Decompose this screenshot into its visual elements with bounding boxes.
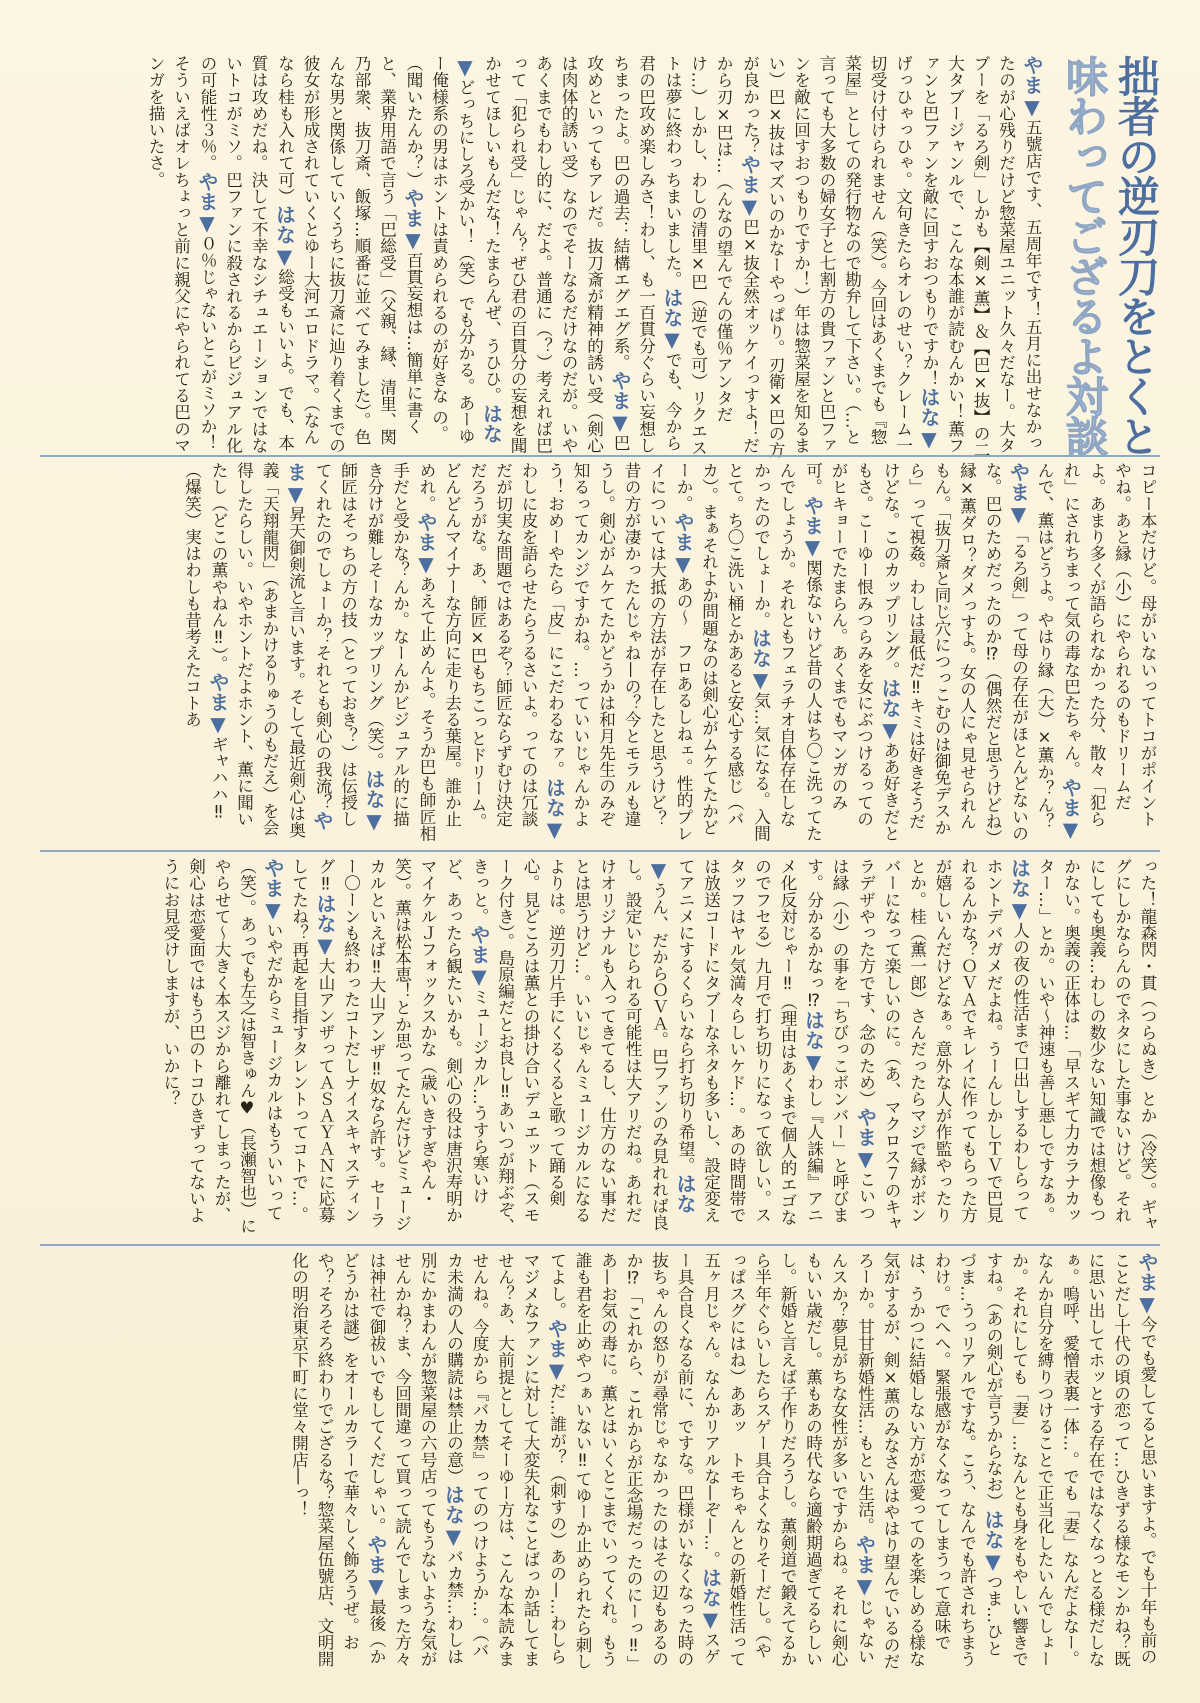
speaker-label: やま▼ xyxy=(364,1534,388,1599)
dialogue-text xyxy=(50,55,1045,460)
title-line-2: 味わってござるよ対談 xyxy=(1060,55,1109,455)
speech-text: だ…誰が？（刺すの）あの—…わしらマジメなファンに対して大変失礼なことばっか話してません？あ、大前提としてそーゆー方は、こんな本読みませんね。今度から『バカ禁』ってのつけようか…。（バカ未満の人の購読は禁止の意） xyxy=(444,1252,567,1667)
speaker-label: やま▼ xyxy=(852,1534,877,1599)
speaker-label: はな▼ xyxy=(313,893,337,958)
speech-text: 惣菜屋伍號店、文明開化の明治東京下町に堂々開店―っ！ xyxy=(289,1252,334,1667)
speaker-label: はな▼ xyxy=(272,204,297,269)
speaker-label: やま▼ xyxy=(1135,1252,1159,1316)
speech-text: じゃないんスか？夢見がちな女性が多いですからね。それに剣心もいい歳だし。薫もあの時代なら適齢期過ぎてるらしいし。新婚と言えば子作りだろうし。薫剣道で鍛えてるから半年ぐらいしたらスゲー具合よくなりそーだし。（やっぱスグにはね）ああッ トモちゃんとの新婚性活って五ヶ月じゃん。なんかリアルな—ぞ—…。 xyxy=(701,1252,875,1667)
speech-text: ミュージカル…うすら寒いけど、あったら観たいかも。剣心の役は唐沢寿明かマイケルＪフォックスかな（歳いきすぎやん・笑）。薫は松本恵！とか思ってたんだけどミュージカルといえば‼大山アンザ‼奴なら許す。セーラー〇ーンも終わったコトだしナイスキャスティング‼ xyxy=(316,858,489,1232)
speech-text: 大山アンザってＡＳＡＹＡＮに応募してたね？再起を目指すタレントってコトで…。 xyxy=(289,858,335,1224)
speech-text: ギャハハ‼（爆笑）実はわしも昔考えたコトあ xyxy=(182,462,228,822)
speech-text: ０％じゃないとこがミソか！そういえばオレちょっと前に親父にやられてる巴のマンガを描いたさ。 xyxy=(146,55,217,454)
speech-text: 最後（かどうかは謎）をオールカラーで華々しく飾ろうぜ。おや？そろそろ終わりでござるな？ xyxy=(315,1252,386,1665)
dialogue-text xyxy=(50,858,1160,1236)
tier-divider xyxy=(40,1244,1160,1246)
speech-text: バカ禁…わしは別にかまわんが惣菜屋の六号店ってもうないような気がせんかね？ま、今回間違って買って読んでしまった方々は神社で御祓いでもしてくだしゃい。 xyxy=(367,1252,464,1667)
speech-text: んで、薫はどうよ。やはり縁（大）×薫か？ん？ xyxy=(1035,462,1054,830)
speaker-label: やま▼ xyxy=(1020,55,1044,119)
speaker-label: やま▼ xyxy=(853,1107,878,1171)
speech-text: どっちにしろ受かい！（笑）でも分かる。あーゆー俺様系の男はホントは責められるのが好きな の。（聞いたんか？） xyxy=(404,55,475,445)
speech-text: あえて止めんよ。そうか巴も師匠相手だと受かな？んか。なーんかビジュアル的に描き分けが難しそーなカップリング（笑）。 xyxy=(365,462,436,842)
speech-text: つま…ひとづま…うっリアルですな。こう、なんでも許されちまうわけ。でへへ。緊張感がなくなってしまうって意味では、うかつに結婚しない方が恋愛ってのを楽しめる様な気がするが、剣×薫のみなさんはやはり望んでいるのだろーか。甘甘新婚性活…もとい生活。 xyxy=(855,1252,1003,1670)
speaker-label: やま▼ xyxy=(1058,777,1083,842)
speech-text: 人の夜の性活まで口出しするわしらってホントデバガメだよね。うーんしかしＴＶで巴見れるんかな？ＯＶＡでキレイに作ってもらった方が嬉しいんだけどなぁ。意外な人が作監やったりとか。桂（薫一郎）さんだったらマジで縁がボンバーになって楽しいのに。（あ、マクロス７のキャラデザやった方です、念のため） xyxy=(856,858,1030,1232)
speech-text: あの〜 フロあるしねェ。性的プレイについては大抵の方法が存在したと思うけど？昔の方が凄かったんじゃね—の？今とモラルも違うし。剣心がムケてたかどうかは和月先生のみぞ知るってカンジですかね。…っていいじゃんかよう！おめーやたら「皮」にこだわるなァ。 xyxy=(545,462,693,842)
speaker-label: はな▼ xyxy=(698,1567,723,1632)
speaker-label: はな▼ xyxy=(542,777,567,842)
title-line-1: 拙者の逆刃刀をとくと xyxy=(1112,55,1161,455)
speaker-label: やま▼ xyxy=(1006,462,1031,526)
speaker-label: やま▼ xyxy=(544,1318,569,1383)
speaker-label: はな▼ xyxy=(748,628,773,692)
speaker-label: やま▼ xyxy=(671,511,695,576)
speaker-label: はな▼ xyxy=(981,1509,1005,1574)
speaker-label: やま▼ xyxy=(195,171,219,236)
speaker-label: はな▼ xyxy=(646,858,697,1214)
speech-text: 巴攻めといってもアレだ。抜刀斎が精神的誘い受（剣心は肉体的誘い受）なのでそーなるだけなのだが。いやあくまでもわし的に、だよ。普通に（？）考えれば巴って「犯られ受」じゃん？ぜひ君の百貫分の妄想を聞かせてほしいもんだな！たまらんぜ、うひひ。 xyxy=(482,55,630,454)
tier-divider xyxy=(40,455,1160,457)
speaker-label: はな▼ xyxy=(660,287,684,352)
speech-text: 巴×抜全然オッケイっすよ！だから刃×巴は…（んなの望んでんの僅％アンタだけ…）しかし、わしの清里×巴（逆でも可）リクエストは夢に終わっちまいました。 xyxy=(663,55,760,456)
speech-text: でも、今から君の巴攻め楽しみさ！わし、も一百貫分ぐらい妄想しちまったよ。巴の過去：結構エグエグ系。 xyxy=(611,55,682,454)
speech-text: った！龍森閃・貫（つらぬき）とか（冷笑）。ギャグにしかならんのでネタにした事ないけど。それにしても奥義…わしの数少ない知識では想像もつかない。奥義の正体は…「早スギて力カラナカッター…」とか。いや〜神速も善し悪しですなぁ。 xyxy=(1036,858,1157,1232)
speech-text: うん、だからＯＶＡ。巴ファンのみ見れれば良し。設定いじられる可能性は大アリだね。あれだけオリジナルも入ってきてるし、仕方のない事だとは思うけど…。いいじゃんミュージカルになるよりは。逆刃刀片手にくるくると歌って踊る剣心。見どころは薫との掛け合いデュエット（スモーク付き）。島原編だとお良し‼あいつが翔ぶぞ、きっと。 xyxy=(470,858,669,1234)
speech-text: 昇天御剣流と言います。そして最近剣心は奥義「天翔龍閃」（あまかけるりゅうのもだえ）を会得したらしい。いやホントだよホント、薫に聞いたし（どこの薫やねん‼）。 xyxy=(209,462,306,838)
speaker-label: はな▼ xyxy=(362,769,386,834)
speech-text: ああ好きだともさ。こーゆー恨みつらみを女にぶつけるってのがヒキョーでたまらん。あくまでもマンガのみ可。 xyxy=(803,462,900,842)
speech-text: 気…気になる。入間とて。ち〇こ洗い桶とかあると安心する感じ（バカ）。まぁそれよか問題なのは剣心がムケてたかどーか。 xyxy=(674,462,771,842)
speech-text: げっひゃっひゃ。文句きたらオレのせい？クレーム一切受け付けられません（笑）。今回はあくまでも『惣菜屋』としての発行物なので勘弁して下さい。（…と言っても大多数の婦女子と七割方の貴ファンと巴ファンを敵に回すおつもりですか！）年は惣菜屋を知るまい）巴×抜はマズいのかなーやっぱり。刃衛×巴の方が良かった？ xyxy=(740,55,913,459)
speaker-label: やま▼ xyxy=(414,511,438,576)
speech-text: 今でも愛してると思いますよ。でも十年も前のことだし十代の頃の恋って…ひきずる様なモンかね？既に思い出してホッとする存在ではなくなっとる様だしなぁ。嗚呼、愛憎表裏一体…。でも「妻」なんだよなー。なんか自分を縛りつけることで正当化したいんでしょーか。それにしても「妻」…なんとも身をもやしい響きですね。（あの剣心が言うからなお） xyxy=(984,1252,1157,1667)
speaker-label: はな▼ xyxy=(801,1009,826,1074)
dialogue-text xyxy=(50,462,1160,842)
dialogue-tier-4 xyxy=(50,1252,1160,1672)
speech-text: 「るろ剣」って母の存在がほとんどないのな。巴のためだったのか⁉（偶然だと思うけどね）縁×薫ダロ？ダメっすよ。女の人にゃ見せられんもん。「抜刀斎と同じ穴につっこむのは御免デスから」って視姦。わしは最低だ‼キミは好きそうだけどな。このカップリング。 xyxy=(881,462,1029,842)
dialogue-tier-1 xyxy=(50,55,1045,460)
speaker-label: やま▼ xyxy=(737,154,762,219)
speaker-label: はな▼ xyxy=(917,387,941,451)
dialogue-tier-2 xyxy=(50,462,1160,842)
speaker-label: やま▼ xyxy=(401,187,425,252)
speech-text: 総受もいいよ。でも、本質は攻めだね。決して不幸なシチュエーションではないトコがミソ。巴ファンに殺されるからビジュアル化の可能性３％。 xyxy=(198,55,295,454)
tier-divider xyxy=(40,850,1160,852)
speaker-label: はな▼ xyxy=(441,1484,466,1549)
speaker-label: はな▼ xyxy=(878,677,902,742)
speech-text: 師匠はそっちの方の技（とっておき？）は伝授してくれたのでしょーか？それとも剣心の我流？ xyxy=(313,462,358,828)
speech-text: 関係ないけど昔の人はち〇こ洗ってたんでしょうか。それともフェラチオ自体存在しなかったのでしょーか。 xyxy=(751,462,823,842)
speech-text: こいつは縁（小）の事を「ちびっこボンバー」と呼びます。分かるかなっ⁉ xyxy=(804,858,876,1224)
dialogue-tier-3 xyxy=(50,858,1160,1236)
speech-text: 五號店です、五周年です！五月に出せなかったのが心残りだけど惣菜屋ユニット久々だなー。大タブーを「るろ剣」しかも【剣×薫】＆【巴×抜】の二大タブージャンルで、こんな本誰が読むんかい！薫ファンと巴ファンを敵に回すおつもりですか！ xyxy=(920,55,1042,459)
speech-text: 百貫妄想は…簡単に書くと、業界用語で言う「巴総受」（父親、縁、清里、関乃部衆、抜刀斎、飯塚…順番に並べてみました）。色んな男と関係していくうちに抜刀斎に辿り着くまでの彼女が形成されていくとゆー大河エロドラマ。（なんなら桂も入れて可） xyxy=(275,55,423,454)
dialogue-text xyxy=(50,1252,1160,1672)
speech-text: いやだからミュージカルはもういいって（笑）。あっでも左之は智きゅん♥（長瀬智也）にやらせて〜大きく本スジから離れてしまったが、剣心は恋愛面ではもう巴のトコひきずってないようにお見受けしますが、いかに？ xyxy=(161,858,283,1234)
speaker-label: やま▼ xyxy=(800,495,825,560)
speech-text: スゲー具合良くなる前に、ですな。巴様がいなくなった時の抜ちゃんの怒りが尋常じゃなかったのはその辺もあるのか⁉「これから、これからが正念場だったのにーっ‼」あ—お気の毒に。薫とはいくとこまでいってくれ。もう誰も君を止めやつぁいない‼てゆーか止められたら刺してよし。 xyxy=(547,1252,721,1672)
speech-text: わし『人誅編』アニメ化反対じゃー‼（理由はあくまで個人的エゴなのでフセる）九月で打ち切りになって欲しい。スタッフはヤル気満々らしいケド…。あの時間帯では放送コードにタブーなネタも多いし、設定変えてアニメにするくらいなら打ち切り希望。 xyxy=(676,858,824,1226)
speech-text: わしに皮を語らせたらうるさいよ。ってのは冗談だが切実な問題ではあるぞ？師匠ならずむけ決定だろうがな。あ、師匠×巴もちこっとドリーム。どんどんマイナーな方向に走り去る葉屋。誰か止めれ。 xyxy=(417,462,538,830)
speaker-label: はな▼ xyxy=(1007,858,1032,922)
speaker-label: やま▼ xyxy=(206,671,230,736)
speech-text: コピー本だけど。母がいないってトコがポイントやね。あと縁（小）にやられるのもドリームだよ。あまり多くが語られなかった分、散々「犯られ」にされちまって気の毒な巴たちゃん。 xyxy=(1061,462,1157,828)
speaker-label: やま▼ xyxy=(261,858,285,922)
speaker-label: やま▼ xyxy=(608,370,632,435)
speaker-label: やま▼ xyxy=(467,924,491,989)
speaker-label: はな▼ xyxy=(453,55,504,444)
article-title xyxy=(1060,55,1160,465)
speaker-label: やま▼ xyxy=(283,462,334,831)
